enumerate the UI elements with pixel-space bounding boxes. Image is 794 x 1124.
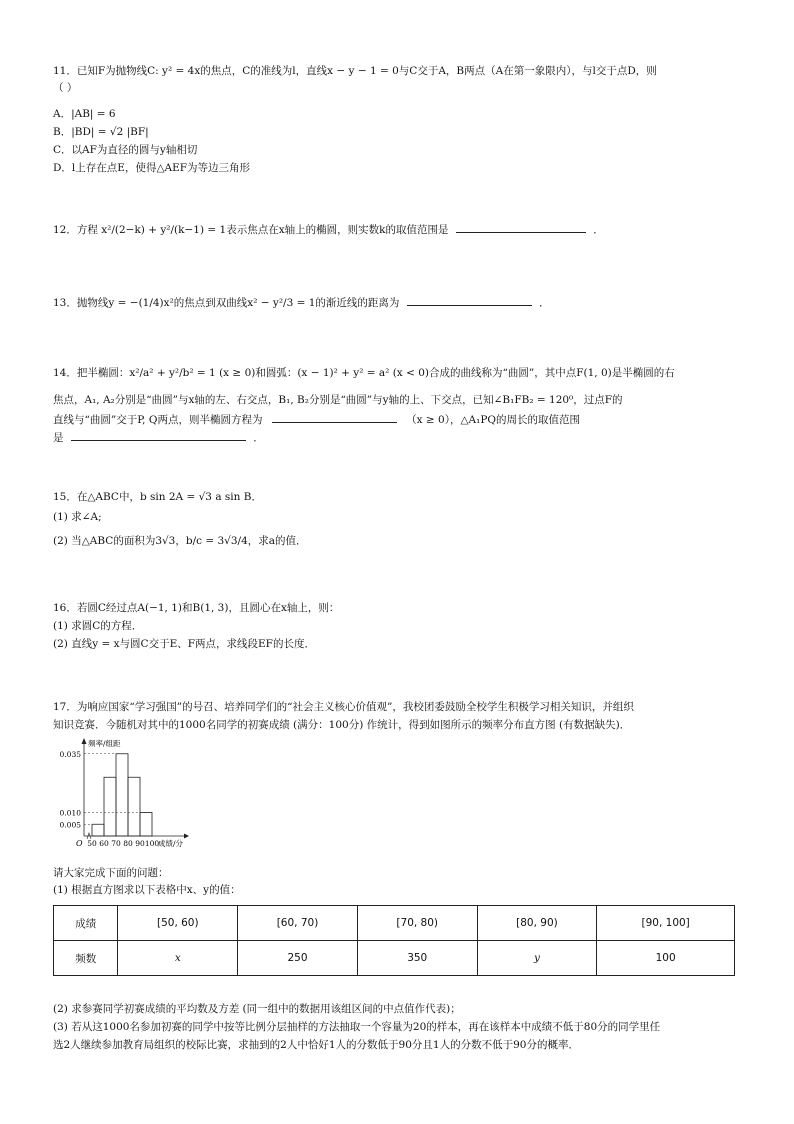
q17-sub-3-line-1: (3) 若从这1000名参加初赛的同学中按等比例分层抽样的方法抽取一个容量为20的样本，再在该样本中成绩不低于80分的同学里任 xyxy=(53,1021,661,1033)
table-cell: [70, 80) xyxy=(357,906,477,941)
score-frequency-table xyxy=(53,905,735,976)
q14-ellipse-blank[interactable] xyxy=(272,412,397,423)
table-cell: 100 xyxy=(597,941,735,976)
table-cell: 频数 xyxy=(54,941,118,976)
x-tick-label: 60 xyxy=(99,839,109,848)
y-axis-arrow xyxy=(82,738,87,744)
q14-line-3-text: 直线与“曲圆”交于P, Q两点，则半椭圆方程为 xyxy=(53,414,263,426)
q12-answer-blank[interactable] xyxy=(456,222,586,233)
y-tick-label: 0.035 xyxy=(59,749,81,759)
q11-option-b: B．|BD| = √2 |BF| xyxy=(53,126,149,138)
x-tick-label: 90 xyxy=(135,839,145,848)
q14-line-2: 焦点，A₁, A₂分别是“曲圆”与x轴的左、右交点，B₁, B₂分别是“曲圆”与y轴的上、下交点，已知∠B₁FB₂ = 120⁰，过点F的 xyxy=(53,394,623,406)
table-cell: [50, 60) xyxy=(118,906,238,941)
q14-range-blank[interactable] xyxy=(71,430,246,441)
x-tick-label: 80 xyxy=(123,839,133,848)
histogram-bar xyxy=(128,777,140,836)
histogram-bar xyxy=(116,754,128,836)
q17-line-1: 17．为响应国家“学习强国”的号召、培养同学们的“社会主义核心价值观”，我校团委鼓励全校学生积极学习相关知识，并组织 xyxy=(53,701,634,713)
q14-line-1: 14．把半椭圆：x²/a² + y²/b² = 1 (x ≥ 0)和圆弧：(x − 1)² + y² = a² (x < 0)合成的曲线称为“曲圆”，其中点F(1, 0)是半椭圆的右 xyxy=(53,367,675,379)
table-cell: [80, 90) xyxy=(477,906,597,941)
table-cell: 成绩 xyxy=(54,906,118,941)
y-tick-label: 0.010 xyxy=(59,808,81,818)
q13-end: ． xyxy=(539,297,550,309)
y-tick-label: 0.005 xyxy=(59,820,81,830)
q17-sub-3-line-2: 选2人继续参加教育局组织的校际比赛，求抽到的2人中恰好1人的分数低于90分且1人的分数不低于90分的概率． xyxy=(53,1039,579,1051)
q14-line-4-text: 是 xyxy=(53,432,64,444)
histogram-bar xyxy=(92,824,104,836)
table-cell: 350 xyxy=(357,941,477,976)
table-cell: y xyxy=(477,941,597,976)
q11-option-d: D．l上存在点E，使得△AEF为等边三角形 xyxy=(53,162,251,174)
q11-option-c: C．以AF为直径的圆与y轴相切 xyxy=(53,144,198,156)
q17-line-2: 知识竞赛．今随机对其中的1000名同学的初赛成绩 (满分：100分) 作统计，得到如图所示的频率分布直方图 (有数据缺失)． xyxy=(53,719,631,731)
q15-part-1: (1) 求∠A; xyxy=(53,511,102,523)
q16-part-1: (1) 求圆C的方程． xyxy=(53,620,143,632)
table-header-row xyxy=(54,906,735,941)
q13-text: 13．抛物线y = −(1/4)x²的焦点到双曲线x² − y²/3 = 1的渐近线的距离为 xyxy=(53,297,400,309)
q11-answer-paren: （ ） xyxy=(53,82,78,94)
frequency-histogram xyxy=(50,736,240,854)
q16-stem: 16．若圆C经过点A(−1, 1)和B(1, 3)，且圆心在x轴上，则： xyxy=(53,602,340,614)
q15-part-2: (2) 当△ABC的面积为3√3，b/c = 3√3/4，求a的值． xyxy=(53,535,307,547)
table-cell: 250 xyxy=(238,941,358,976)
x-tick-label: 100 xyxy=(144,839,160,848)
x-tick-label: 70 xyxy=(111,839,121,848)
histogram-bar xyxy=(140,813,152,837)
q11-option-a: A．|AB| = 6 xyxy=(53,108,116,120)
histogram-bar xyxy=(104,777,116,836)
x-axis-arrow xyxy=(184,834,189,839)
q12-text: 12．方程 x²/(2−k) + y²/(k−1) = 1表示焦点在x轴上的椭圆，则实数k的取值范围是 xyxy=(53,224,449,236)
table-cell: x xyxy=(118,941,238,976)
q14-line-4 xyxy=(53,430,264,445)
q14-line-3-tail: （x ≥ 0），△A₁PQ的周长的取值范围 xyxy=(406,414,581,426)
table-row xyxy=(54,941,735,976)
table-cell: [60, 70) xyxy=(238,906,358,941)
y-axis-label: 频率/组距 xyxy=(88,739,121,748)
q14-line-4-end: ． xyxy=(253,432,264,444)
q17-sub-2: (2) 求参赛同学初赛成绩的平均数及方差 (同一组中的数据用该组区间的中点值作代表)； xyxy=(53,1003,461,1015)
q12-question xyxy=(53,222,604,237)
table-cell: [90, 100] xyxy=(597,906,735,941)
q17-intro: 请大家完成下面的问题： xyxy=(53,867,169,879)
q11-stem: 11．已知F为抛物线C: y² = 4x的焦点，C的准线为l，直线x − y − 1 = 0与C交于A，B两点（A在第一象限内），与l交于点D，则 xyxy=(53,65,657,77)
x-tick-label: 50 xyxy=(87,839,97,848)
q12-end: ． xyxy=(593,224,604,236)
q15-stem: 15．在△ABC中，b sin 2A = √3 a sin B． xyxy=(53,491,262,503)
origin-label: O xyxy=(76,839,83,848)
x-axis-label: 成绩/分 xyxy=(158,839,184,848)
q16-part-2: (2) 直线y = x与圆C交于E、F两点，求线段EF的长度． xyxy=(53,638,315,650)
q13-answer-blank[interactable] xyxy=(407,295,532,306)
q14-line-3 xyxy=(53,412,580,427)
q13-question xyxy=(53,295,550,310)
q17-sub-1: (1) 根据直方图求以下表格中x、y的值： xyxy=(53,884,241,896)
